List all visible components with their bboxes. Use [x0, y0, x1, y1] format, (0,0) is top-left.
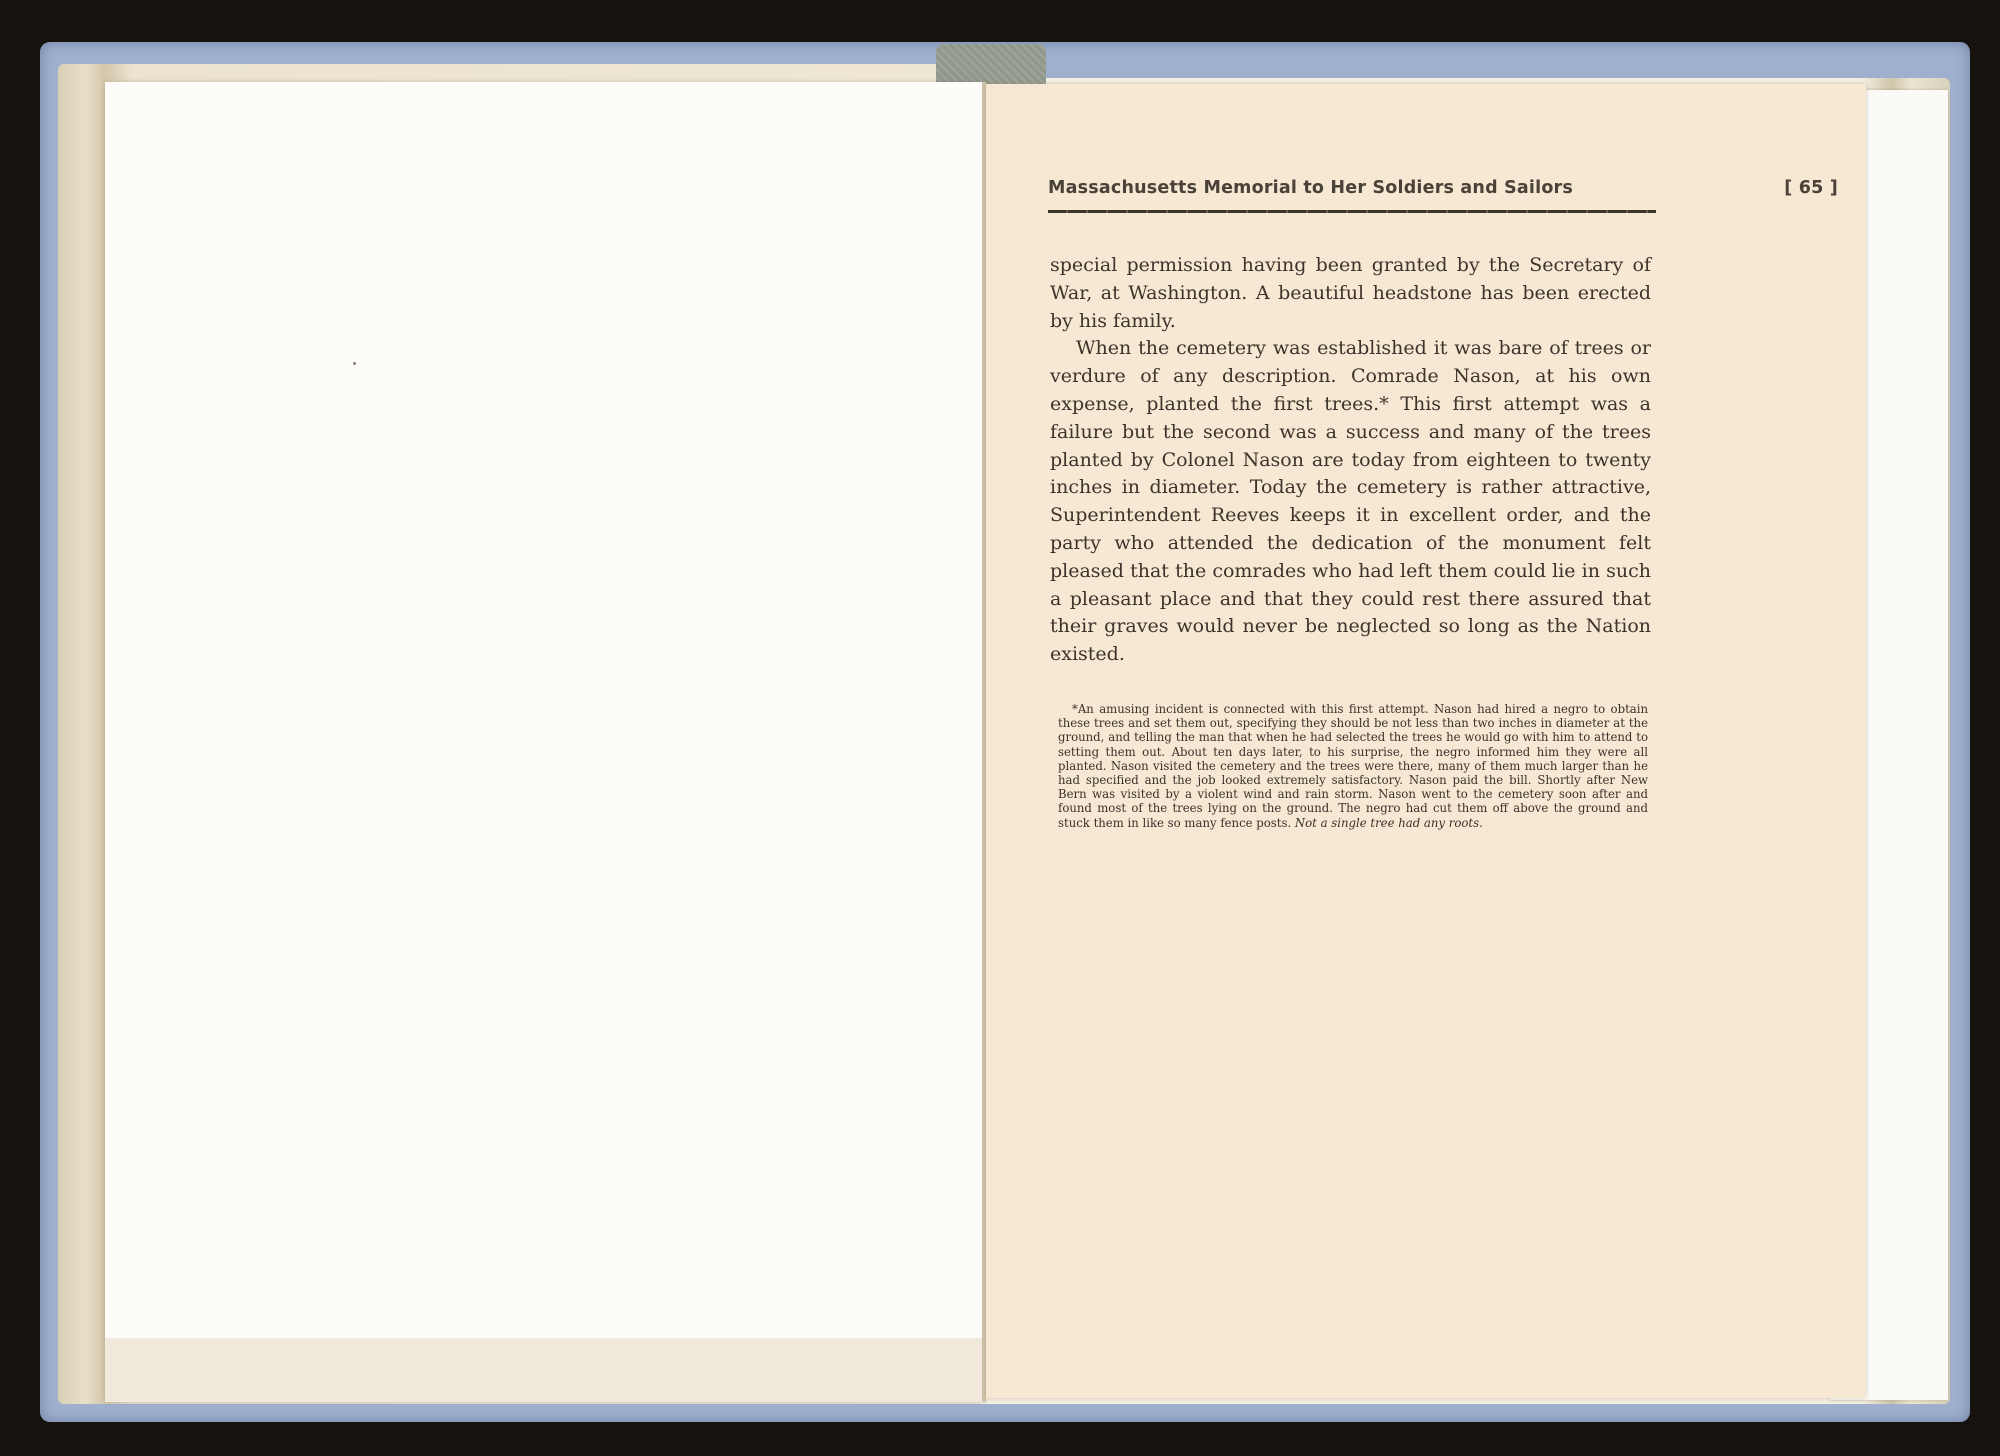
page-number: [ 65 ]	[1784, 178, 1838, 198]
body-text	[1050, 252, 1651, 669]
footnote-body	[1058, 702, 1648, 830]
left-page-bottom-shade	[105, 1338, 985, 1402]
running-head-title: Massachusetts Memorial to Her Soldiers and Sailors	[1048, 178, 1573, 198]
right-page	[986, 84, 1866, 1398]
footnote-italic-ending: Not a single tree had any roots.	[1294, 815, 1483, 830]
running-head	[1048, 178, 1838, 198]
paragraph: When the cemetery was established it was bare of trees or verdure of any description. Comrade Nason, at his own expense, planted the first trees.* This first attempt was a failure but the second was a success and many of the trees planted by Colonel Nason are today from eighteen to twenty inches in diameter. Today the cemetery is rather attractive, Superintendent Reeves keeps it in excellent order, and the party who attended the dedication of the monument felt pleased that the comrades who had left them could lie in such a pleasant place and that they could rest there assured that their graves would never be neglected so long as the Nation existed.	[1050, 337, 1651, 666]
page-speck	[353, 362, 356, 365]
left-page-blank	[105, 82, 985, 1402]
footnote	[1058, 702, 1648, 830]
head-rule	[1048, 210, 1656, 213]
paragraph: special permission having been granted by the Secretary of War, at Washington. A beautiful headstone has been erected by his family.	[1050, 254, 1651, 332]
footnote-text: *An amusing incident is connected with this first attempt. Nason had hired a negro to obtain these trees and set them out, specifying they should be not less than two inches in diameter at the ground, and telling the man that when he had selected the trees he would go with him to attend to setting them out. About ten days later, to his surprise, the negro informed him they were all planted. Nason visited the cemetery and the trees were there, many of them much larger than he had specified and the job looked extremely satisfactory. Nason paid the bill. Shortly after New Bern was visited by a violent wind and rain storm. Nason went to the cemetery soon after and found most of the trees lying on the ground. The negro had cut them off above the ground and stuck them in like so many fence posts.	[1058, 702, 1648, 830]
